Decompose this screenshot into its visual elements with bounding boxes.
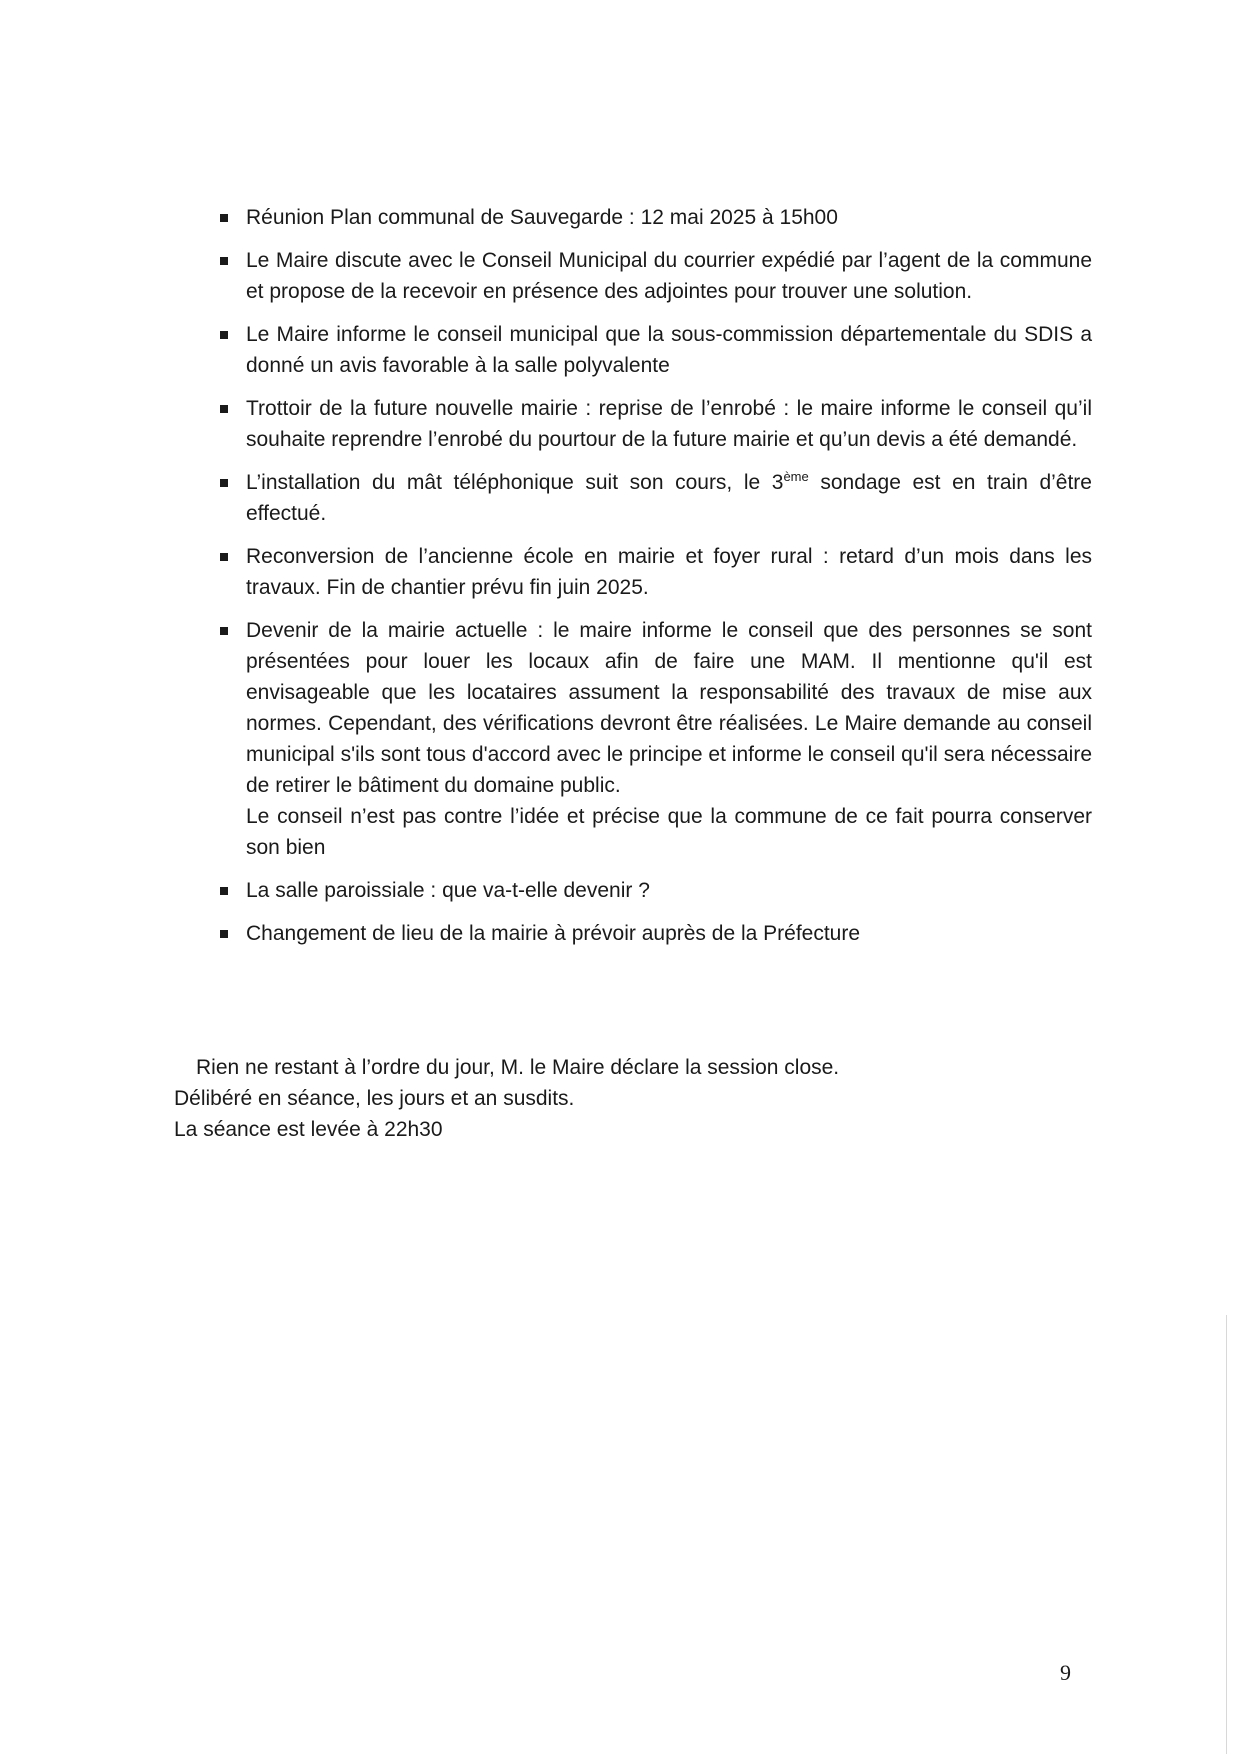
bullet-text: Le Maire discute avec le Conseil Municipal du courrier expédié par l’agent de la commune et propose de la recevoir en présence des adjointes pour trouver une solution. (246, 249, 1092, 303)
closing-statement (174, 1052, 934, 1145)
bullet-item-devenir-mairie (216, 615, 1092, 863)
square-bullet-icon (220, 257, 228, 265)
closing-line-delibere: Délibéré en séance, les jours et an susdits. (174, 1087, 575, 1110)
bullet-text: La salle paroissiale : que va-t-elle devenir ? (246, 879, 650, 902)
bullet-item-trottoir (216, 393, 1092, 455)
closing-line-session-close: Rien ne restant à l’ordre du jour, M. le Maire déclare la session close. (196, 1056, 840, 1079)
bullet-text: Réunion Plan communal de Sauvegarde : 12 mai 2025 à 15h00 (246, 206, 838, 229)
square-bullet-icon (220, 930, 228, 938)
bullet-text-after: sondage est en train d’être effectué. (246, 471, 1092, 525)
square-bullet-icon (220, 214, 228, 222)
bullet-item-courrier-agent (216, 245, 1092, 307)
bullet-item-changement-lieu (216, 918, 1092, 949)
bullet-item-sdis (216, 319, 1092, 381)
square-bullet-icon (220, 627, 228, 635)
square-bullet-icon (220, 479, 228, 487)
square-bullet-icon (220, 553, 228, 561)
ordinal-superscript: ème (783, 469, 809, 484)
scan-edge-line (1226, 1315, 1227, 1754)
bullet-text: Reconversion de l’ancienne école en mairie et foyer rural : retard d’un mois dans les travaux. Fin de chantier prévu fin juin 2025. (246, 545, 1092, 599)
bullet-item-mat-telephonique (216, 467, 1092, 529)
bullet-text (246, 467, 1092, 529)
bullet-item-salle-paroissiale (216, 875, 1092, 906)
page-number: 9 (1060, 1660, 1071, 1685)
bullet-text: Changement de lieu de la mairie à prévoir auprès de la Préfecture (246, 922, 861, 945)
bullet-paragraph-1: Devenir de la mairie actuelle : le maire informe le conseil que des personnes se sont présentées pour louer les locaux afin de faire une MAM. Il mentionne qu'il est envisageable que les locataires assument la responsabilité des travaux de mise aux normes. Cependant, des vérifications devront être réalisées. Le Maire demande au conseil municipal s'ils sont tous d'accord avec le principe et informe le conseil qu'il sera nécessaire de retirer le bâtiment du domaine public. (246, 619, 1092, 797)
square-bullet-icon (220, 887, 228, 895)
bullet-text: Trottoir de la future nouvelle mairie : reprise de l’enrobé : le maire informe le conseil qu’il souhaite reprendre l’enrobé du pourtour de la future mairie et qu’un devis a été demandé. (246, 397, 1092, 451)
square-bullet-icon (220, 405, 228, 413)
agenda-bullet-list (216, 202, 1092, 961)
bullet-item-plan-sauvegarde (216, 202, 1092, 233)
bullet-paragraph-2: Le conseil n’est pas contre l’idée et précise que la commune de ce fait pourra conserver son bien (246, 805, 1092, 859)
bullet-item-reconversion-ecole (216, 541, 1092, 603)
closing-line-seance-levee: La séance est levée à 22h30 (174, 1118, 443, 1141)
bullet-text-before: L’installation du mât téléphonique suit son cours, le 3 (246, 471, 784, 494)
square-bullet-icon (220, 331, 228, 339)
bullet-text: Le Maire informe le conseil municipal que la sous-commission départementale du SDIS a donné un avis favorable à la salle polyvalente (246, 323, 1092, 377)
